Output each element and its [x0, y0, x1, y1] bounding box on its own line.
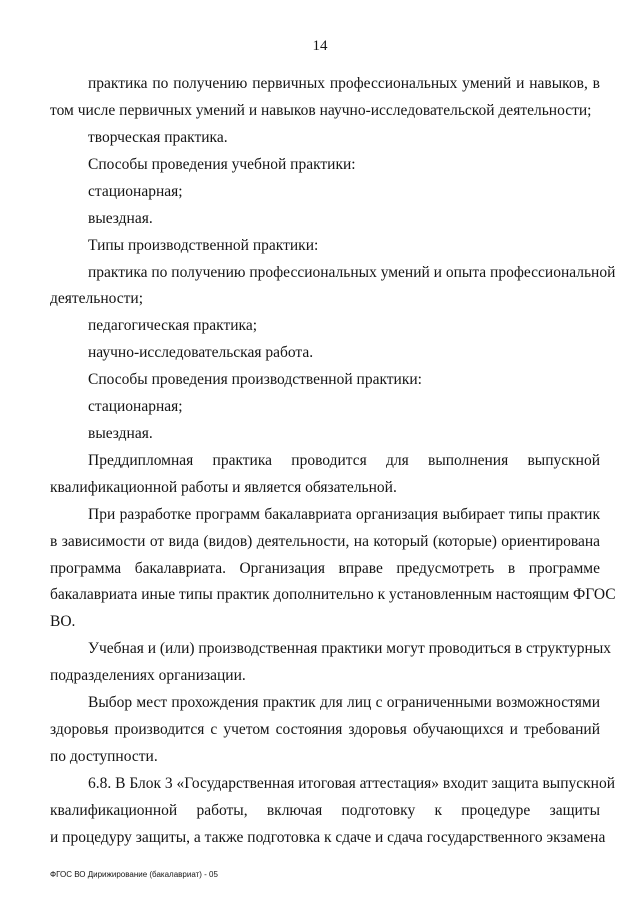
page-number: 14	[312, 38, 328, 54]
text-line: в зависимости от вида (видов) деятельности, на который (которые) ориентирована	[50, 533, 600, 550]
text-line: Преддипломная практика проводится для выполнения выпускной	[88, 452, 600, 469]
text-line: Выбор мест прохождения практик для лиц с ограниченными возможностями	[88, 694, 600, 711]
text-line: выездная.	[88, 425, 153, 442]
text-line: деятельности;	[50, 290, 144, 307]
text-line: научно-исследовательская работа.	[88, 344, 314, 361]
text-line: творческая практика.	[88, 129, 228, 146]
text-line: по доступности.	[50, 748, 158, 765]
text-line: выездная.	[88, 210, 153, 227]
text-line: Способы проведения учебной практики:	[88, 156, 356, 173]
text-line: квалификационной работы и является обязательной.	[50, 479, 397, 496]
footer-text: ФГОС ВО Дирижирование (бакалавриат) - 05	[50, 870, 218, 879]
text-line: практика по получению профессиональных умений и опыта профессиональной	[88, 264, 616, 281]
text-line: и процедуру защиты, а также подготовка к сдаче и сдача государственного экзамена	[50, 829, 606, 846]
text-line: практика по получению первичных профессиональных умений и навыков, в	[88, 75, 600, 92]
text-line: том числе первичных умений и навыков научно-исследовательской деятельности;	[50, 102, 592, 119]
text-line: Учебная и (или) производственная практики могут проводиться в структурных	[88, 640, 611, 657]
text-line: бакалавриата иные типы практик дополнительно к установленным настоящим ФГОС	[50, 586, 616, 603]
text-line: здоровья производится с учетом состояния здоровья обучающихся и требований	[50, 721, 600, 738]
text-line: программа бакалавриата. Организация вправе предусмотреть в программе	[50, 560, 600, 577]
text-line: Способы проведения производственной практики:	[88, 371, 422, 388]
text-line: Типы производственной практики:	[88, 237, 319, 254]
text-line: квалификационной работы, включая подготовку к процедуре защиты	[50, 802, 600, 819]
text-line: подразделениях организации.	[50, 667, 246, 684]
text-line: При разработке программ бакалавриата организация выбирает типы практик	[88, 506, 600, 523]
text-line: стационарная;	[88, 398, 183, 415]
text-line: ВО.	[50, 613, 76, 630]
text-line: педагогическая практика;	[88, 317, 258, 334]
text-line: стационарная;	[88, 183, 183, 200]
text-line: 6.8. В Блок 3 «Государственная итоговая аттестация» входит защита выпускной	[88, 775, 616, 792]
